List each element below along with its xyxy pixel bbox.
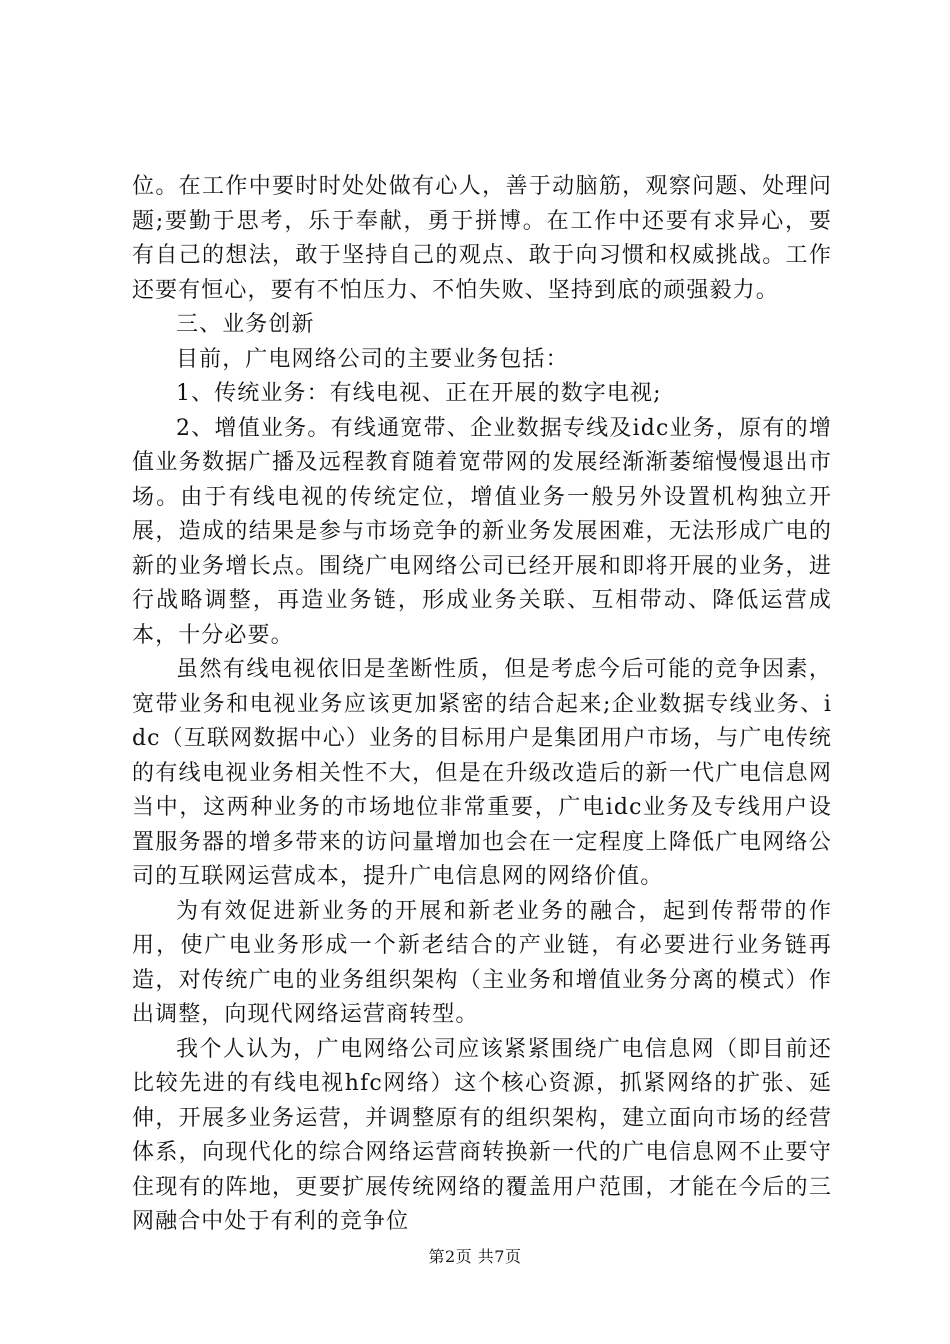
document-body [132, 170, 832, 1240]
list-item-traditional: 1、传统业务：有线电视、正在开展的数字电视; [176, 381, 662, 406]
paragraph-continuation: 位。在工作中要时时处处做有心人，善于动脑筋，观察问题、处理问题;要勤于思考，乐于奉献，勇于拼博。在工作中还要有求异心，要有自己的想法，敢于坚持自己的观点、敢于向习惯和权威挑战。工作还要有恒心，要有不怕压力、不怕失败、坚持到底的顽强毅力。 [132, 174, 832, 303]
list-item-value-added: 2、增值业务。有线通宽带、企业数据专线及idc业务，原有的增值业务数据广播及远程教育随着宽带网的发展经渐渐萎缩慢慢退出市场。由于有线电视的传统定位，增值业务一般另外设置机构独立开展，造成的结果是参与市场竞争的新业务发展困难，无法形成广电的新的业务增长点。围绕广电网络公司已经开展和即将开展的业务，进行战略调整，再造业务链，形成业务关联、互相带动、降低运营成本，十分必要。 [132, 415, 832, 648]
paragraph-intro: 目前，广电网络公司的主要业务包括： [176, 346, 569, 372]
section-heading: 三、业务创新 [176, 312, 315, 337]
paragraph-opinion: 我个人认为，广电网络公司应该紧紧围绕广电信息网（即目前还比较先进的有线电视hfc网络）这个核心资源，抓紧网络的扩张、延伸，开展多业务运营，并调整原有的组织架构，建立面向市场的经营体系，向现代化的综合网络运营商转换新一代的广电信息网不止要守住现有的阵地，更要扩展传统网络的覆盖用户范围，才能在今后的三网融合中处于有利的竞争位 [132, 1036, 832, 1234]
paragraph-competition: 虽然有线电视依旧是垄断性质，但是考虑今后可能的竞争因素，宽带业务和电视业务应该更加紧密的结合起来;企业数据专线业务、idc（互联网数据中心）业务的目标用户是集团用户市场，与广电传统的有线电视业务相关性不大，但是在升级改造后的新一代广电信息网当中，这两种业务的市场地位非常重要，广电idc业务及专线用户设置服务器的增多带来的访问量增加也会在一定程度上降低广电网络公司的互联网运营成本，提升广电信息网的网络价值。 [132, 657, 832, 889]
paragraph-integration: 为有效促进新业务的开展和新老业务的融合，起到传帮带的作用，使广电业务形成一个新老结合的产业链，有必要进行业务链再造，对传统广电的业务组织架构（主业务和增值业务分离的模式）作出调整，向现代网络运营商转型。 [132, 898, 832, 1027]
page-footer: 第2页 共7页 [428, 1247, 522, 1266]
